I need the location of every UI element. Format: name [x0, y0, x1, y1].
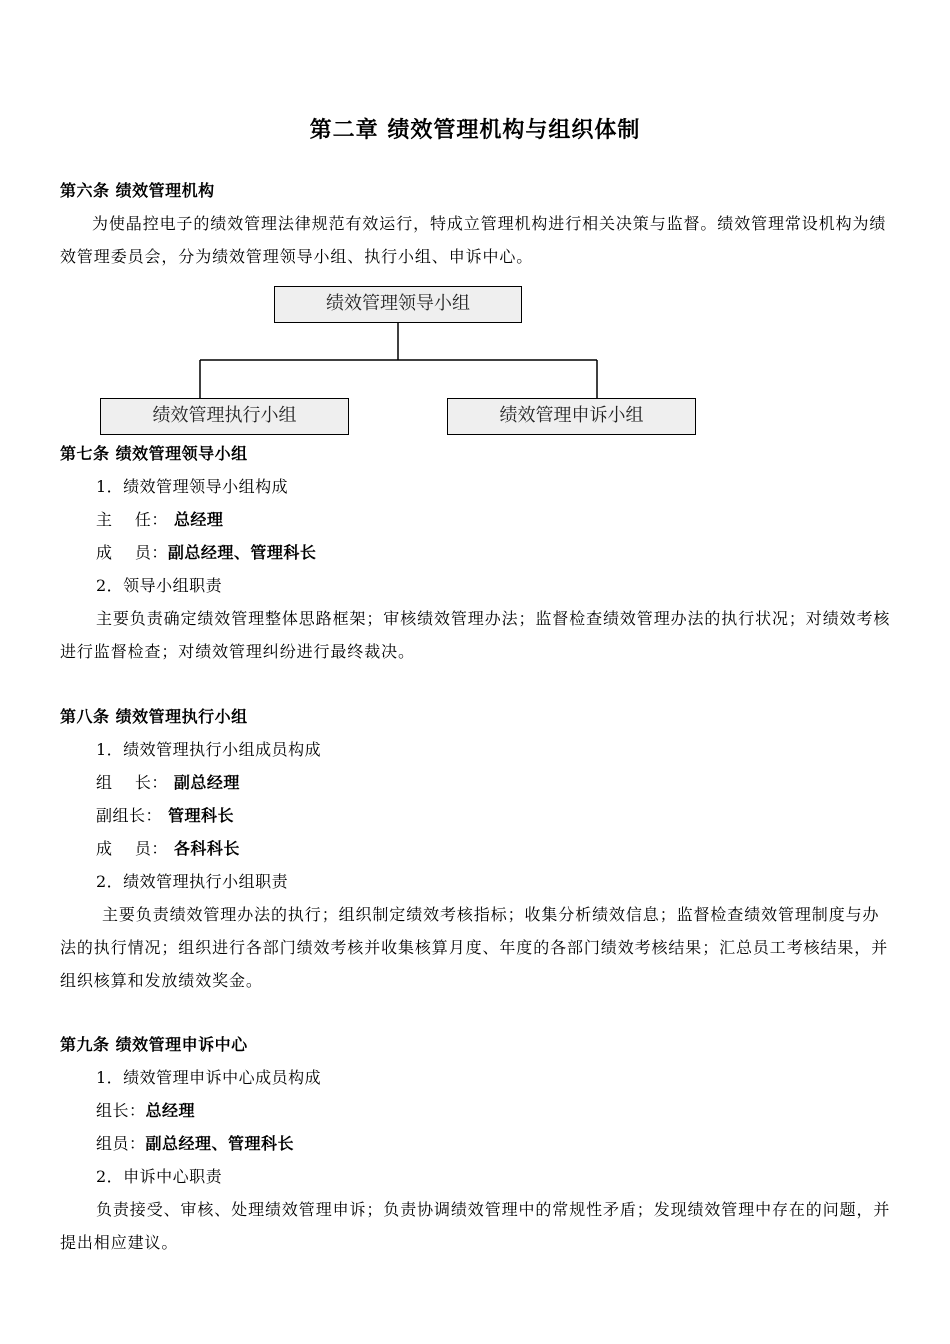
article-9-item1: 1．绩效管理申诉中心成员构成 — [96, 1068, 322, 1087]
article-9-heading: 第九条 绩效管理申诉中心 — [60, 1035, 248, 1054]
article-7-director — [96, 510, 223, 530]
article-8-duties: 主要负责绩效管理办法的执行；组织制定绩效考核指标；收集分析绩效信息；监督检查绩效管理制度与办法的执行情况；组织进行各部门绩效考核并收集核算月度、年度的各部门绩效考核结果；汇总员工考核结果，并组织核算和发放绩效奖金。 — [60, 905, 889, 990]
member-label: 成 员： — [96, 839, 168, 858]
article-8-item2: 2．绩效管理执行小组职责 — [96, 872, 289, 891]
org-box-leadership: 绩效管理领导小组 — [274, 286, 522, 323]
director-value: 总经理 — [173, 510, 224, 529]
leader-value: 副总经理 — [173, 773, 240, 792]
leader-label: 组长： — [96, 1101, 146, 1120]
article-7-item2: 2．领导小组职责 — [96, 576, 223, 595]
article-7-members — [96, 543, 316, 563]
article-9-item2: 2．申诉中心职责 — [96, 1167, 223, 1186]
member-label: 组员： — [96, 1134, 146, 1153]
member-value: 副总经理、管理科长 — [167, 543, 317, 562]
deputy-value: 管理科长 — [168, 806, 235, 825]
article-8-heading: 第八条 绩效管理执行小组 — [60, 707, 248, 726]
director-label: 主 任： — [96, 510, 168, 529]
deputy-label: 副组长： — [96, 806, 163, 825]
org-chart-connectors — [0, 0, 950, 440]
member-label: 成 员： — [96, 543, 168, 562]
chapter-title: 第二章 绩效管理机构与组织体制 — [309, 117, 641, 143]
org-box-appeal: 绩效管理申诉小组 — [447, 398, 696, 435]
article-9-duties: 负责接受、审核、处理绩效管理申诉；负责协调绩效管理中的常规性矛盾；发现绩效管理中存在的问题，并提出相应建议。 — [60, 1200, 891, 1252]
org-box-execution: 绩效管理执行小组 — [100, 398, 349, 435]
article-6-heading: 第六条 绩效管理机构 — [60, 181, 215, 200]
article-9-members — [96, 1134, 294, 1154]
member-value: 副总经理、管理科长 — [145, 1134, 295, 1153]
leader-label: 组 长： — [96, 773, 168, 792]
article-9-leader — [96, 1101, 195, 1121]
article-8-leader — [96, 773, 240, 793]
article-8-item1: 1．绩效管理执行小组成员构成 — [96, 740, 322, 759]
article-7-item1: 1．绩效管理领导小组构成 — [96, 477, 289, 496]
article-8-members — [96, 839, 240, 859]
article-8-deputy — [96, 806, 234, 826]
article-7-heading: 第七条 绩效管理领导小组 — [60, 444, 248, 463]
leader-value: 总经理 — [145, 1101, 196, 1120]
article-7-duties: 主要负责确定绩效管理整体思路框架；审核绩效管理办法；监督检查绩效管理办法的执行状况；对绩效考核进行监督检查；对绩效管理纠纷进行最终裁决。 — [60, 609, 891, 661]
article-6-paragraph: 为使晶控电子的绩效管理法律规范有效运行，特成立管理机构进行相关决策与监督。绩效管理常设机构为绩效管理委员会，分为绩效管理领导小组、执行小组、申诉中心。 — [60, 214, 887, 266]
member-value: 各科科长 — [173, 839, 240, 858]
